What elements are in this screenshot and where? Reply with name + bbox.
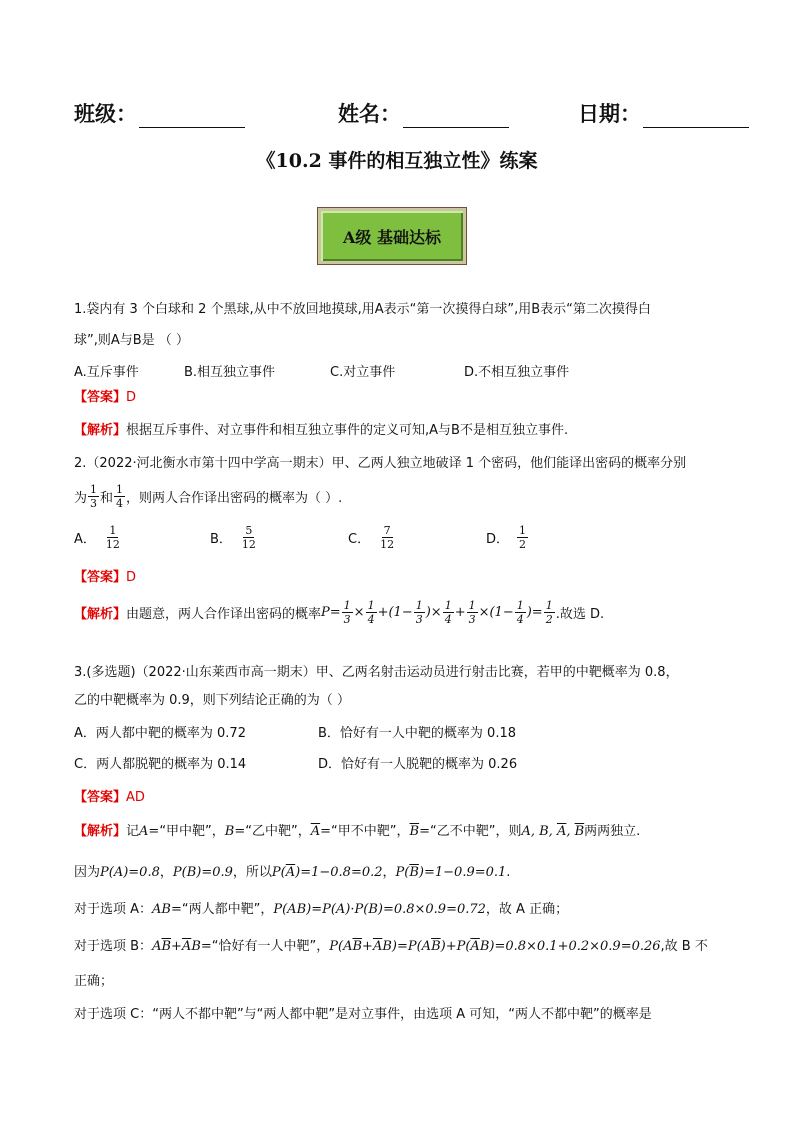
q2-analysis-end: .故选 D. [555, 606, 605, 622]
page-title: 《10.2 事件的相互独立性》练案 [256, 150, 538, 172]
q3-analysis-line2: 因为P(A)=0.8，P(B)=0.9，所以$P(\overline{A})=1-0.8=0.2$，$P(\overline{B})=1-0.9=0.1$. [74, 865, 511, 880]
q1-option-d: D.不相互独立事件 [464, 365, 570, 380]
header-fields [74, 98, 758, 128]
name-blank[interactable] [403, 105, 509, 128]
q3-option-a: A．两人都中靶的概率为 0.72 [74, 726, 246, 741]
q2-fraction-1: $\frac{1}{3}$ [90, 482, 98, 510]
q2-formula: P= $\frac{1}{3}$ × $\frac{1}{4}$ +(1− $\frac{1}{3}$ )× $\frac{1}{4}$ + $\frac{1}{3}$ ×(1− $\frac{1}{4}$ )= $\frac{1}{2}$ [321, 598, 553, 626]
class-field[interactable] [74, 98, 245, 128]
q1-analysis [74, 419, 568, 438]
q3-answer-value: AD [126, 790, 145, 805]
q1-option-b: B.相互独立事件 [184, 365, 276, 380]
q2-option-d: D． $\frac{1}{2}$ [486, 523, 527, 551]
q2-option-a: A． $\frac{1}{12}$ [74, 523, 120, 551]
q3-option-c: C．两人都脱靶的概率为 0.14 [74, 757, 247, 772]
q3-option-d: D．恰好有一人脱靶的概率为 0.26 [318, 757, 518, 772]
analysis-tag: 【解析】 [74, 824, 127, 839]
q2-analysis [74, 595, 604, 629]
q3-option-b: B．恰好有一人中靶的概率为 0.18 [318, 726, 516, 741]
q2-option-c: C． $\frac{7}{12}$ [348, 523, 395, 551]
q2-text-a: 为 [74, 490, 88, 506]
name-label: 姓名： [338, 101, 401, 126]
q1-analysis-text: 根据互斥事件、对立事件和相互独立事件的定义可知,A与B不是相互独立事件. [126, 423, 569, 438]
date-blank[interactable] [643, 105, 749, 128]
q1-stem-line1: 1.袋内有 3 个白球和 2 个黑球,从中不放回地摸球,用A表示“第一次摸得白球”,用B表示“第二次摸得白 [74, 302, 651, 317]
class-blank[interactable] [139, 105, 245, 128]
q3-stem-line2: 乙的中靶概率为 0.9，则下列结论正确的为（ ） [74, 693, 350, 708]
name-field[interactable] [338, 98, 509, 128]
class-label: 班级： [74, 101, 137, 126]
answer-tag: 【答案】 [74, 790, 127, 805]
q3-analysis-line4: 对于选项 B：$A\overline{B}+\overline{A}B=“$恰好有一人中靶”，$P(A\overline{B}+\overline{A}B)=P(A\overline{B})+P(\overline{A}B)=0.8\times 0.1+0.2\times 0.9=0.26$,故 B 不 [74, 939, 708, 954]
level-badge-label: A级 基础达标 [343, 227, 441, 247]
q3-analysis-line1: 【解析】记A=“甲中靶”，B=“乙中靶”，$\overline{A}=“$甲不中靶”，$\overline{B}=“$乙不中靶”，则A, B, $\overline{A}$, $\overline{B}$两两独立. [74, 824, 641, 839]
q2-stem-line1: 2.（2022·河北衡水市第十四中学高一期末）甲、乙两人独立地破译 1 个密码，他们能译出密码的概率分别 [74, 456, 687, 471]
q1-stem-line2: 球”,则A与B是 （ ） [74, 333, 189, 348]
level-badge [318, 208, 466, 264]
answer-tag: 【答案】 [74, 570, 127, 585]
q3-analysis-line5: 正确； [74, 974, 114, 989]
date-field[interactable] [578, 98, 749, 128]
q1-answer-value: D [126, 390, 137, 405]
q2-text-c: ，则两人合作译出密码的概率为（ ）. [126, 490, 343, 506]
q2-stem-line2 [74, 479, 342, 513]
analysis-tag: 【解析】 [74, 606, 127, 622]
q2-fraction-2: $\frac{1}{4}$ [116, 482, 124, 510]
q1-answer [74, 386, 136, 405]
q2-analysis-text: 由题意，两人合作译出密码的概率 [126, 606, 322, 622]
q2-option-b: B． $\frac{5}{12}$ [210, 523, 256, 551]
q3-answer [74, 786, 145, 805]
q3-analysis-line3: 对于选项 A：AB=“两人都中靶”，P(AB)=P(A)·P(B)=0.8×0.9=0.72，故 A 正确； [74, 902, 569, 917]
q2-answer-value: D [126, 570, 137, 585]
q3-stem-line1: 3.(多选题)（2022·山东莱西市高一期末）甲、乙两名射击运动员进行射击比赛，若甲的中靶概率为 0.8， [74, 665, 679, 680]
q2-answer [74, 566, 136, 585]
q1-option-a: A.互斥事件 [74, 365, 139, 380]
q2-text-b: 和 [100, 490, 114, 506]
answer-tag: 【答案】 [74, 390, 127, 405]
q1-option-c: C.对立事件 [330, 365, 396, 380]
q3-analysis-line6: 对于选项 C：“两人不都中靶”与“两人都中靶”是对立事件，由选项 A 可知，“两人不都中靶”的概率是 [74, 1007, 652, 1022]
date-label: 日期： [578, 101, 641, 126]
analysis-tag: 【解析】 [74, 423, 127, 438]
